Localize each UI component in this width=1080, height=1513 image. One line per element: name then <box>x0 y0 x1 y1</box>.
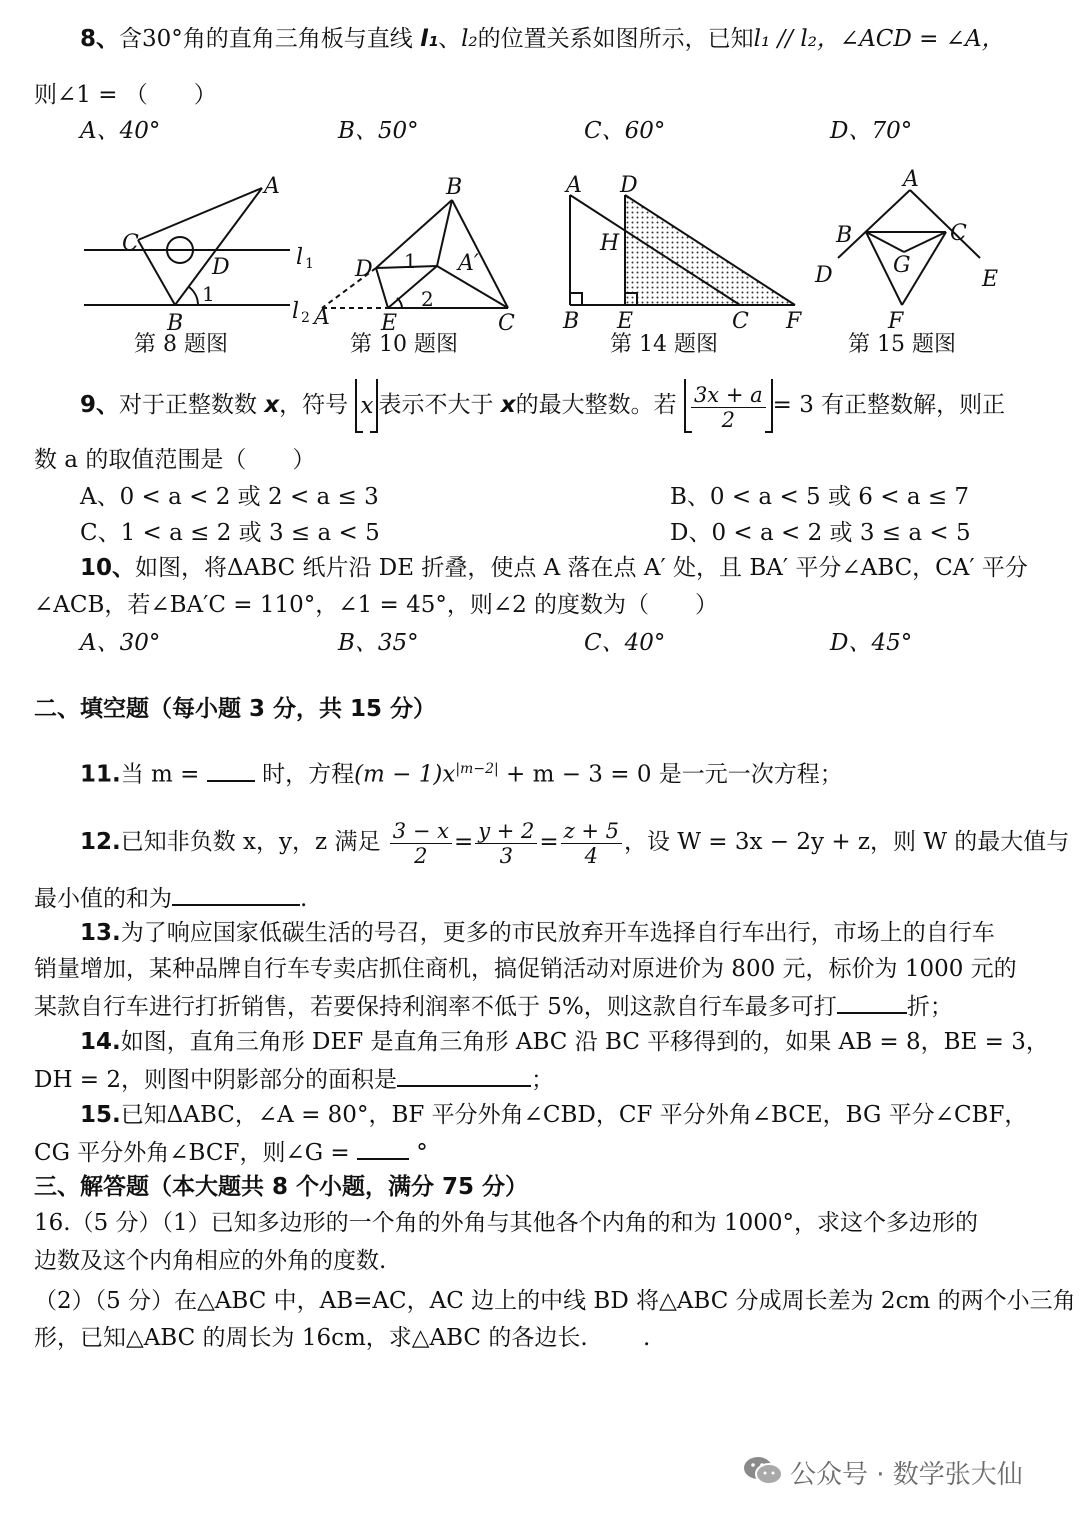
q12-frac2-num: y + 2 <box>475 819 537 844</box>
q13-number: 13. <box>80 920 121 946</box>
q14-line2 <box>34 1063 554 1095</box>
figure-14-caption: 第 14 题图 <box>610 332 718 357</box>
fig8-label-l1-sub: 1 <box>305 256 314 272</box>
fig14-label-E: E <box>617 309 634 334</box>
q11-number: 11. <box>80 761 121 788</box>
q12-answer-blank[interactable] <box>172 882 300 906</box>
q12-frac1-num: 3 − x <box>390 819 452 844</box>
fig8-label-l2-sub: 2 <box>301 310 310 326</box>
section3-title: 三、解答题（本大题共 8 个小题，满分 75 分） <box>34 1174 529 1200</box>
fig15-label-G: G <box>893 253 911 278</box>
fig14-label-C: C <box>732 309 749 334</box>
q9-text-e: = 3 有正整数解，则正 <box>772 392 1006 418</box>
q13-line3 <box>34 990 953 1022</box>
fig14-label-D: D <box>620 173 638 198</box>
figure-8 <box>84 188 290 305</box>
q8-line2: 则∠1 = （ ） <box>34 82 217 108</box>
q9-x2: x <box>500 392 516 418</box>
q10-number: 10、 <box>80 555 136 581</box>
q14-text-1: 如图，直角三角形 DEF 是直角三角形 ABC 沿 BC 平移得到的，如果 AB = 8，BE = 3， <box>120 1029 1049 1055</box>
q14-line1 <box>80 1027 1049 1057</box>
q10-option-d: D、45° <box>830 630 913 656</box>
q13-text-1: 为了响应国家低碳生活的号召，更多的市民放弃开车选择自行车出行，市场上的自行车 <box>120 920 995 946</box>
q12-number: 12. <box>80 829 121 855</box>
q9-number: 9、 <box>80 392 120 418</box>
q9-text-a: 对于正整数数 <box>119 392 258 418</box>
q8-text-b: 的位置关系如图所示，已知 <box>477 26 754 52</box>
q9-text-b: ，符号 <box>279 392 349 418</box>
q14-text-2: DH = 2，则图中阴影部分的面积是 <box>34 1067 398 1093</box>
q9-frac-num: 3x + a <box>691 383 766 408</box>
watermark-text: 公众号 · 数学张大仙 <box>790 1460 1023 1490</box>
q13-line2: 销量增加，某种品牌自行车专卖店抓住商机，搞促销活动对原进价为 800 元，标价为 1000 元的 <box>34 956 1017 982</box>
q13-line1 <box>80 918 995 948</box>
q16-line1: 16.（5 分）（1）已知多边形的一个角的外角与其他各个内角的和为 1000°，求这个多边形的 <box>34 1210 978 1236</box>
fig8-label-A: A <box>264 174 280 199</box>
q16-line2: 边数及这个内角相应的外角的度数. <box>34 1248 387 1274</box>
fig10-label-A-prime: A′ <box>458 251 479 276</box>
q14-end: ； <box>531 1067 555 1093</box>
figure-10-caption: 第 10 题图 <box>350 332 458 357</box>
q8-l2: l₂ <box>461 26 478 52</box>
q12-text-a: 已知非负数 x，y，z 满足 <box>120 829 381 855</box>
q11-eq-base: (m − 1)x <box>354 761 456 788</box>
q16-line4 <box>34 1323 650 1353</box>
q13-text-3: 某款自行车进行打折销售，若要保持利润率不低于 5%，则这款自行车最多可打 <box>34 994 837 1020</box>
watermark <box>742 1452 1072 1492</box>
q11-eq-rest: + m − 3 = 0 是一元一次方程； <box>506 761 843 788</box>
fig15-label-F: F <box>888 309 904 334</box>
q9-x: x <box>264 392 280 418</box>
q13-end: 折； <box>906 994 953 1020</box>
q8-l1: l₁ <box>420 26 439 52</box>
q8-option-b: B、50° <box>338 118 419 144</box>
fig10-label-E: E <box>381 311 398 336</box>
fig14-label-B: B <box>563 309 580 334</box>
q8-line1 <box>80 24 1005 54</box>
figure-8-caption: 第 8 题图 <box>134 332 228 357</box>
q12-frac1-den: 2 <box>414 843 428 868</box>
q9-floor-x: x <box>355 379 378 433</box>
q9-text-c: 表示不大于 <box>378 392 494 418</box>
q8-cond: l₁ // l₂，∠ACD = ∠A， <box>753 26 1005 52</box>
fig8-angle-1: 1 <box>202 282 215 306</box>
section2-title: 二、填空题（每小题 3 分，共 15 分） <box>34 696 437 722</box>
fig8-label-B: B <box>167 311 184 336</box>
q15-end: ° <box>416 1140 428 1166</box>
q12-frac2-den: 3 <box>499 843 513 868</box>
fig8-label-l1: l <box>296 245 304 270</box>
q10-line2: ∠ACB，若∠BA′C = 110°，∠1 = 45°，则∠2 的度数为（ ） <box>34 592 719 618</box>
fig10-label-A: A <box>314 305 330 330</box>
q9-option-c: C、1 < a ≤ 2 或 3 ≤ a < 5 <box>80 520 380 546</box>
figures-row <box>0 160 1080 360</box>
q10-text-1: 如图，将ΔABC 纸片沿 DE 折叠，使点 A 落在点 A′ 处，且 BA′ 平分∠ABC，CA′ 平分 <box>135 555 1028 581</box>
q10-option-a: A、30° <box>80 630 161 656</box>
q14-number: 14. <box>80 1029 121 1055</box>
q11-text-b: 时，方程 <box>262 761 355 788</box>
q13-answer-blank[interactable] <box>837 990 907 1014</box>
q12-line1: 12.已知非负数 x，y，z 满足 $\frac{3 - x}{2}$ = $\frac{y + 2}{3}$ = $\frac{z + 5}{4}$ ，设 W = 3x − 2y + z，则 W 的最大值与 <box>80 818 1070 868</box>
q12-frac3-den: 4 <box>584 843 599 868</box>
fig14-label-F: F <box>786 309 802 334</box>
q12-end: . <box>300 886 308 912</box>
wechat-icon <box>742 1454 784 1488</box>
q8-number: 8、 <box>80 26 120 52</box>
q9-text-d: 的最大整数。若 <box>515 392 677 418</box>
q12-frac3-num: z + 5 <box>561 819 622 844</box>
fig10-angle-1: 1 <box>404 249 417 273</box>
q15-answer-blank[interactable] <box>357 1136 409 1160</box>
fig14-label-A: A <box>566 173 582 198</box>
q8-option-a: A、40° <box>80 118 161 144</box>
q11-line <box>80 754 843 790</box>
q14-answer-blank[interactable] <box>397 1063 531 1087</box>
q11-eq-exp: |m−2| <box>455 761 499 777</box>
q15-text-2: CG 平分外角∠BCF，则∠G = <box>34 1140 350 1166</box>
q11-text-a: 当 m = <box>120 761 200 788</box>
q11-answer-blank[interactable] <box>207 758 255 782</box>
fig8-label-l2: l <box>292 299 300 324</box>
q9-option-b: B、0 < a < 5 或 6 < a ≤ 7 <box>670 484 970 510</box>
q9-line2: 数 a 的取值范围是（ ） <box>34 447 316 473</box>
fig15-label-C: C <box>950 221 967 246</box>
fig15-label-A: A <box>903 167 919 192</box>
q10-line1 <box>80 553 1028 583</box>
q9-line1 <box>80 378 1005 433</box>
q8-option-c: C、60° <box>584 118 666 144</box>
q10-option-c: C、40° <box>584 630 666 656</box>
q10-option-b: B、35° <box>338 630 419 656</box>
q15-line1 <box>80 1100 1027 1130</box>
q8-text-a: 含30°角的直角三角板与直线 <box>119 26 413 52</box>
fig8-label-D: D <box>212 255 230 280</box>
fig15-label-D: D <box>815 263 833 288</box>
q8-option-d: D、70° <box>830 118 913 144</box>
q15-text-1: 已知ΔABC，∠A = 80°，BF 平分外角∠CBD，CF 平分外角∠BCE，BG 平分∠CBF， <box>120 1102 1028 1128</box>
q8-sep: 、 <box>438 26 462 52</box>
fig10-label-B: B <box>446 175 463 200</box>
fig15-label-E: E <box>982 267 999 292</box>
fig10-label-C: C <box>498 311 515 336</box>
fig14-label-H: H <box>600 231 620 256</box>
q9-floor-frac <box>684 379 773 433</box>
fig10-label-D: D <box>355 257 373 282</box>
q15-number: 15. <box>80 1102 121 1128</box>
q9-frac-den: 2 <box>721 407 735 432</box>
figure-15-caption: 第 15 题图 <box>848 332 956 357</box>
q12-text-b: ，设 W = 3x − 2y + z，则 W 的最大值与 <box>624 829 1070 855</box>
figure-15 <box>838 190 980 305</box>
q16-text-4: 形，已知△ABC 的周长为 16cm，求△ABC 的各边长. <box>34 1325 588 1351</box>
fig10-angle-2: 2 <box>421 287 434 311</box>
q16-line3: （2）（5 分）在△ABC 中，AB=AC，AC 边上的中线 BD 将△ABC 分成周长差为 2cm 的两个小三角 <box>34 1288 1076 1314</box>
q12-text-2: 最小值的和为 <box>34 886 172 912</box>
q15-line2 <box>34 1136 428 1168</box>
fig15-label-B: B <box>836 223 853 248</box>
q9-option-a: A、0 < a < 2 或 2 < a ≤ 3 <box>80 484 379 510</box>
fig8-label-C: C <box>122 231 139 256</box>
q9-option-d: D、0 < a < 2 或 3 ≤ a < 5 <box>670 520 971 546</box>
q12-line2 <box>34 882 307 914</box>
q16-dot: . <box>642 1325 651 1351</box>
